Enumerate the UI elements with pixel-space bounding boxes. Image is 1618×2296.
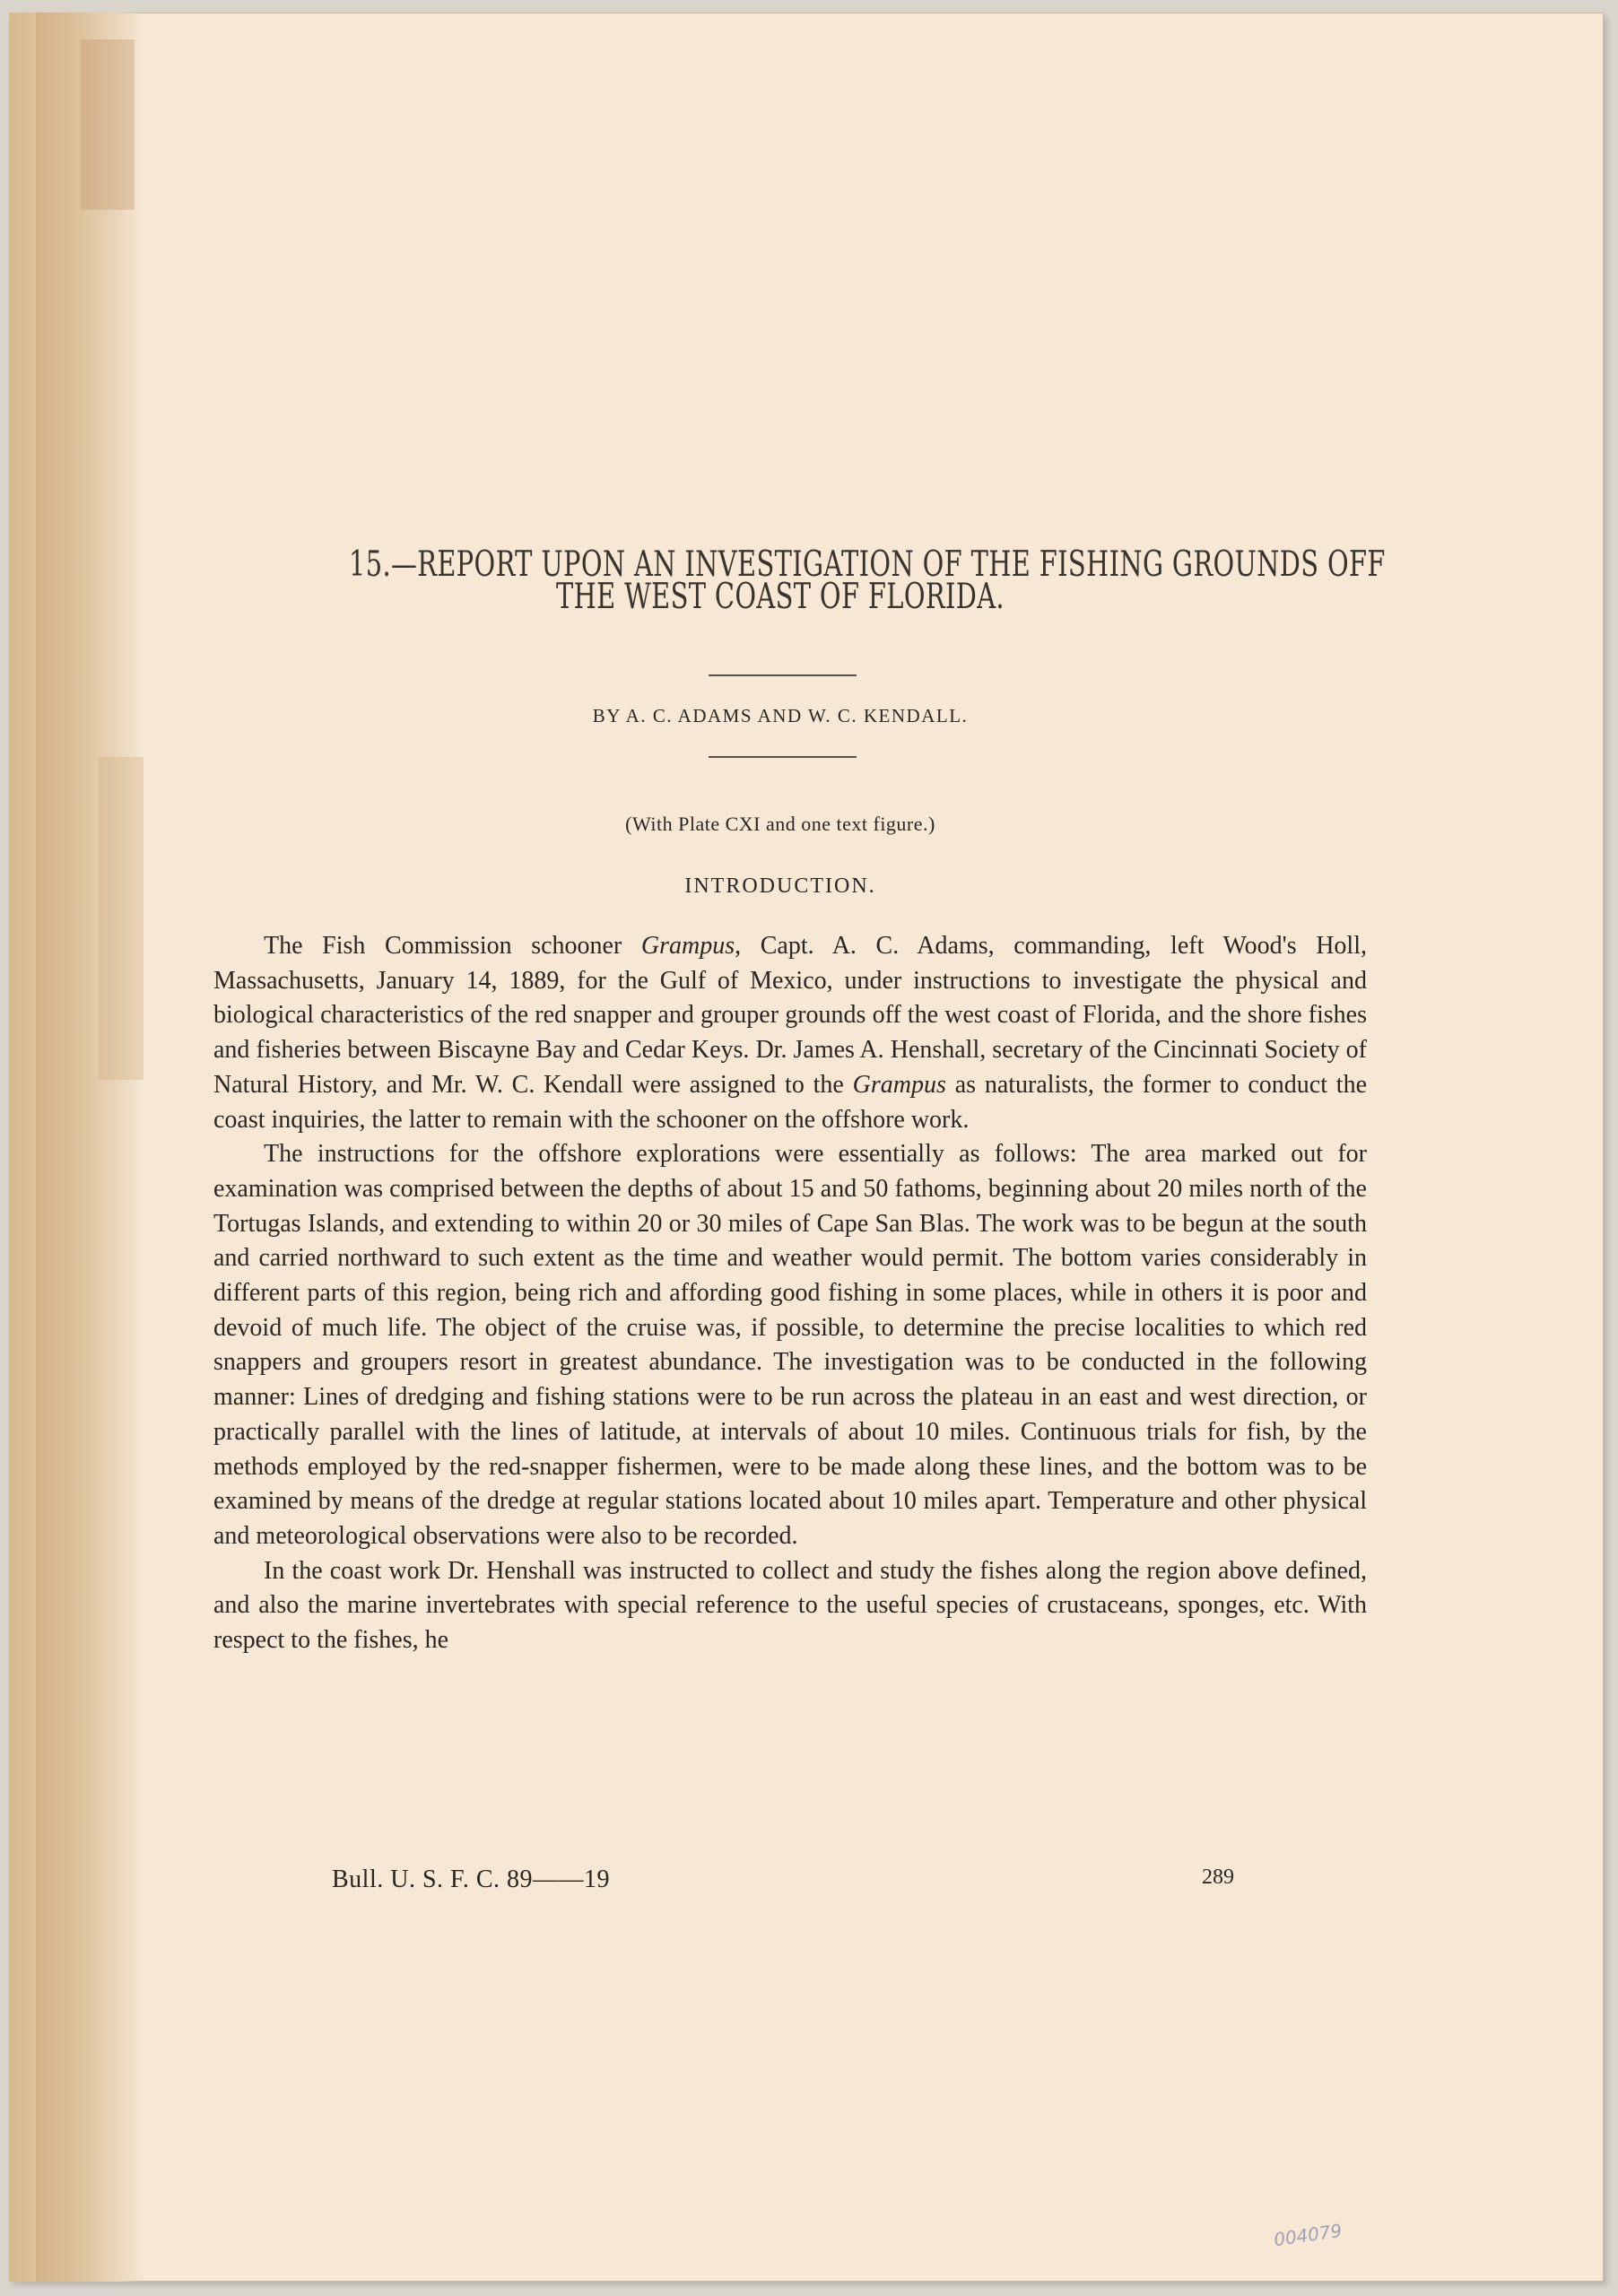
byline: BY A. C. ADAMS AND W. C. KENDALL. (592, 705, 969, 726)
paragraph-1 (213, 929, 1367, 1137)
paragraph-text: The Fish Commission schooner (264, 932, 641, 960)
title-line-2: THE WEST COAST OF FLORIDA. (556, 577, 1005, 617)
page-number: 289 (1202, 1866, 1234, 1889)
tape-residue (81, 39, 135, 210)
title-line-1: 15.—REPORT UPON AN INVESTIGATION OF THE FISHING GROUNDS OFF (349, 544, 1386, 585)
paragraph-2: The instructions for the offshore explorations were essentially as follows: The area marked out for examination was comprised between the depths of about 15 and 50 fathoms, beginning about 20 miles north of the Tortugas Islands, and extending to within 20 or 30 miles of Cape San Blas. The work was to be begun at the south and carried northward to such extent as the time and weather would permit. The bottom varies considerably in different parts of this region, being rich and affording good fishing in some places, while in others it is poor and devoid of much life. The object of the cruise was, if possible, to determine the precise localities to which red snappers and groupers resort in greatest abundance. The investigation was to be conducted in the following manner: Lines of dredging and fishing stations were to be run across the plateau in an east and west direction, or practically parallel with the lines of latitude, at intervals of about 10 miles. Continuous trials for fish, by the methods employed by the red-snapper fishermen, were to be made along these lines, and the bottom was to be examined by means of the dredge at regular stations located about 10 miles apart. Temperature and other physical and meteorological observations were also to be recorded. (213, 1140, 1367, 1550)
paragraph-3: In the coast work Dr. Henshall was instructed to collect and study the fishes along the region above defined, and also the marine invertebrates with special reference to the useful species of crustaceans, sponges, etc. With respect to the fishes, he (213, 1556, 1367, 1655)
margin-stain-edge (36, 13, 144, 2282)
tape-residue (99, 757, 144, 1080)
section-heading: INTRODUCTION. (684, 874, 876, 898)
document-title (349, 544, 1386, 617)
plate-note: (With Plate CXI and one text figure.) (625, 813, 935, 835)
paragraph-text: as naturalists, the former to conduct the coast inquiries, the latter to remain with the schooner on the offshore work. (213, 1070, 1367, 1134)
archive-mark: 004079 (1272, 2219, 1344, 2251)
divider-rule (709, 674, 857, 676)
vessel-name: Grampus (852, 1070, 946, 1099)
body-text (213, 929, 1367, 1658)
vessel-name: Grampus (640, 932, 735, 960)
paragraph-text: , Capt. A. C. Adams, commanding, left Wood's Holl, Massachusetts, January 14, 1889, for the Gulf of Mexico, under instructions to investigate the physical and biological characteristics of the red snapper and grouper grounds off the west coast of Florida, and the shore fishes and fisheries between Biscayne Bay and Cedar Keys. Dr. James A. Henshall, secretary of the Cincinnati Society of Natural History, and Mr. W. C. Kendall were assigned to the (213, 932, 1367, 1099)
footer-citation: Bull. U. S. F. C. 89——19 (332, 1866, 611, 1893)
divider-rule (709, 756, 857, 758)
